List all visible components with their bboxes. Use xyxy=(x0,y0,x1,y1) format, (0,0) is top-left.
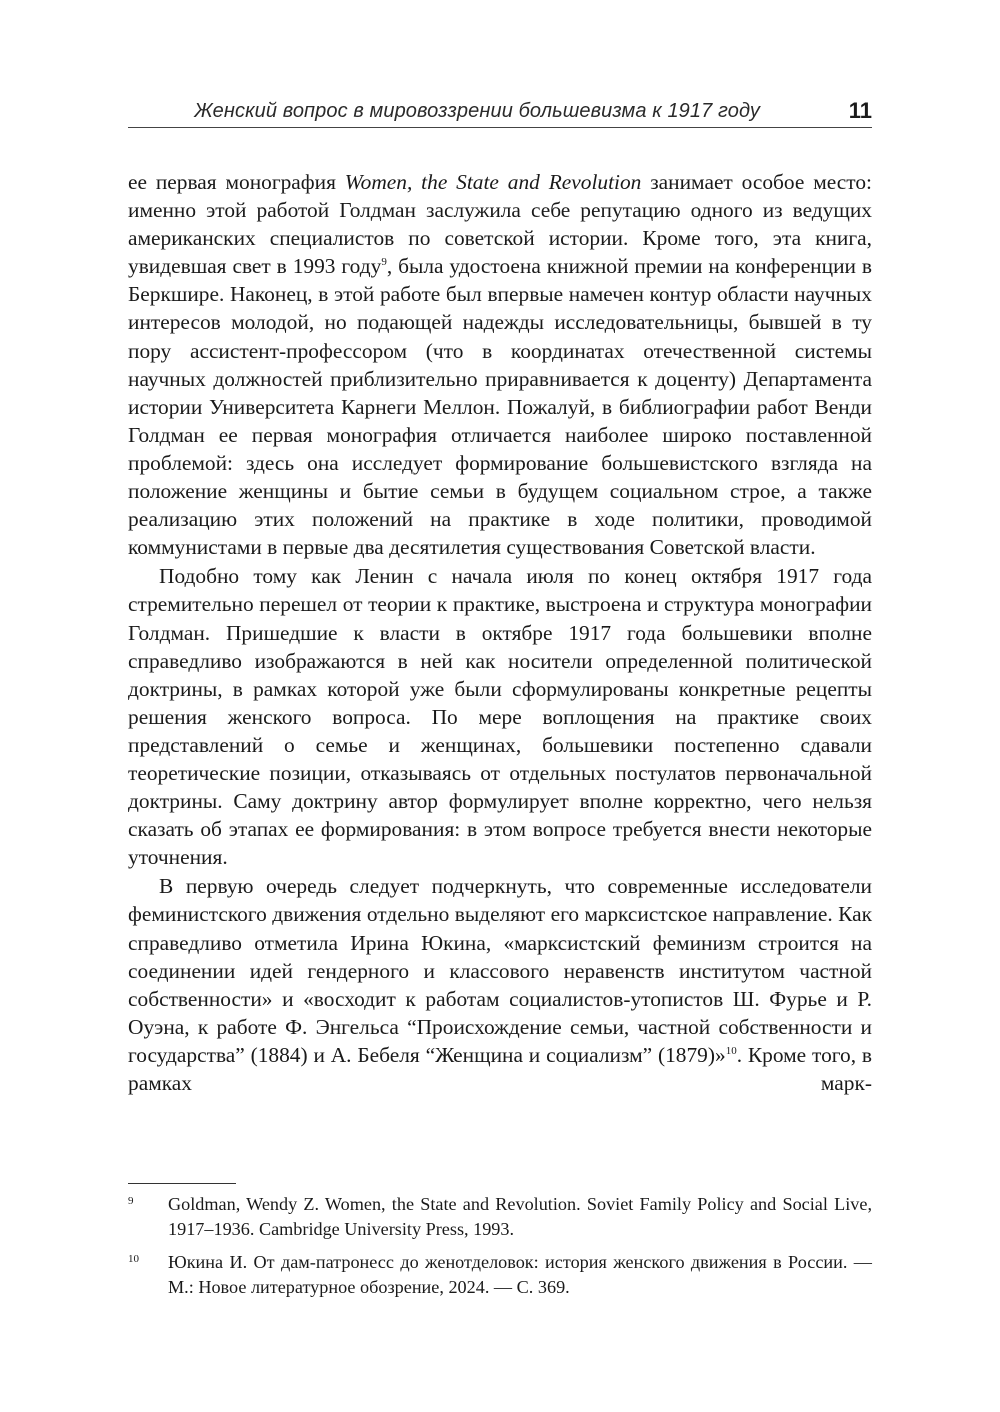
footnotes xyxy=(128,1192,872,1308)
footnote-rule xyxy=(128,1183,236,1184)
main-text xyxy=(128,168,872,1098)
paragraph-3-start: В первую очередь следует подчеркнуть, что современные исследователи феминистского движения отдельно выделяют его марксистское направление. Как справедливо отметила Ирина Юкина, «марксистский феминизм строится на соединении идей гендерного и классового неравенств институтом частной собственности» и «восходит к работам социалистов-утопистов Ш. Фурье и Р. Оуэна, к работе Ф. Энгельса “Происхождение семьи, частной собственности и государства” (1884) и А. Бебеля “Женщина и социализм” (1879)» xyxy=(128,874,872,1067)
footnote-number: 9 xyxy=(128,1195,134,1207)
paragraph-1-end: , была удостоена книжной премии на конференции в Беркшире. Наконец, в этой работе был впервые намечен контур области научных интересов молодой, но подающей надежды исследовательницы, бывшей в ту пору ассистент-профессором (что в координатах отечественной системы научных должностей приблизительно приравнивается к доценту) Департамента истории Университета Карнеги Меллон. Пожалуй, в библиографии работ Венди Голдман ее первая монография отличается наиболее широко поставленной проблемой: здесь она исследует формирование большевистского взгляда на положение женщины и бытие семьи в будущем социальном строе, а также реализацию этих положений на практике в ходе политики, проводимой коммунистами в первые два десятилетия существования Советской власти. xyxy=(128,254,872,560)
footnote-text: Goldman, Wendy Z. Women, the State and Revolution. Soviet Family Policy and Social Live, 1917–1936. Cambridge University Press, 1993. xyxy=(168,1194,872,1239)
paragraph-1-middle: занимает особое место: именно этой работой Голдман заслужила себе репутацию одного из ведущих американских специалистов по советской истории. Кроме того, эта книга, увидевшая свет в 1993 году xyxy=(128,170,872,279)
paragraph-1-start: ее первая монография xyxy=(128,170,345,194)
running-title: Женский вопрос в мировоззрении большевизма к 1917 году xyxy=(194,100,760,122)
paragraph-2: Подобно тому как Ленин с начала июля по конец октября 1917 года стремительно перешел от теории к практике, выстроена и структура монографии Голдман. Пришедшие к власти в октябре 1917 года большевики вполне справедливо изображаются в ней как носители определенной политической доктрины, в рамках которой уже были сформулированы конкретные рецепты решения женского вопроса. По мере воплощения на практике своих представлений о семье и женщинах, большевики постепенно сдавали теоретические позиции, отказываясь от отдельных постулатов первоначальной доктрины. Саму доктрину автор формулирует вполне корректно, чего нельзя сказать об этапах ее формирования: в этом вопросе требуется внести некоторые уточнения. xyxy=(128,564,872,870)
page-header xyxy=(0,96,1000,128)
footnote-ref-10[interactable]: 10 xyxy=(725,1044,737,1057)
footnote-9 xyxy=(128,1192,872,1242)
page-number: 11 xyxy=(848,98,872,123)
paragraph-3-end: . Кроме того, в рамках марк- xyxy=(128,1042,872,1095)
paragraph-1 xyxy=(128,168,872,561)
footnote-10 xyxy=(128,1250,872,1300)
footnote-number: 10 xyxy=(128,1253,139,1265)
header-rule xyxy=(128,127,872,128)
paragraph-3 xyxy=(128,872,872,1097)
book-title: Women, the State and Revolution xyxy=(344,170,642,194)
footnote-text: Юкина И. От дам-патронесс до женотделовок: история женского движения в России. — М.: Новое литературное обозрение, 2024. — С. 369. xyxy=(168,1252,872,1297)
footnote-ref-9[interactable]: 9 xyxy=(381,256,387,269)
